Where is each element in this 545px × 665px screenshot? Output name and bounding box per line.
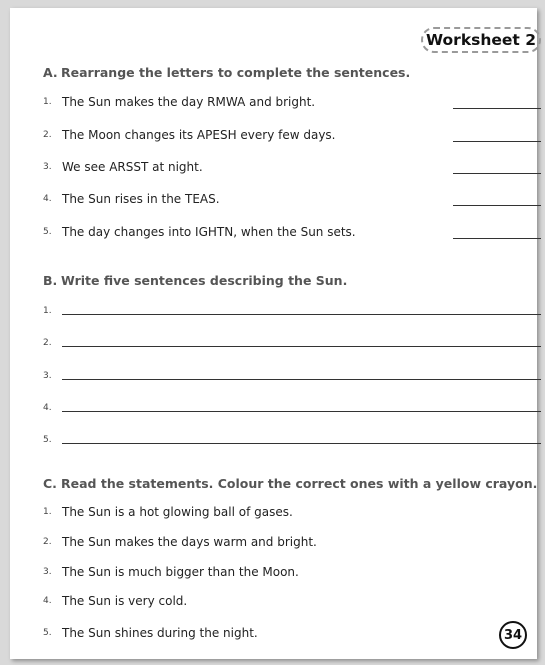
writing-line[interactable] — [62, 443, 541, 444]
section-b-item — [10, 433, 537, 449]
answer-blank[interactable] — [453, 173, 541, 174]
item-number: 1. — [43, 507, 52, 517]
section-c-item[interactable] — [10, 535, 537, 551]
item-number: 3. — [43, 567, 52, 577]
answer-blank[interactable] — [453, 238, 541, 239]
worksheet-page — [10, 8, 537, 659]
section-a-letter: A. — [43, 65, 58, 80]
section-a-title: Rearrange the letters to complete the sentences. — [61, 65, 411, 80]
section-b-heading — [43, 273, 347, 288]
writing-line[interactable] — [62, 379, 541, 380]
statement-text: The Sun is a hot glowing ball of gases. — [62, 505, 293, 519]
item-text: The day changes into IGHTN, when the Sun sets. — [62, 225, 356, 239]
section-c-item[interactable] — [10, 626, 537, 642]
section-b-title: Write five sentences describing the Sun. — [61, 273, 348, 288]
item-number: 2. — [43, 537, 52, 547]
section-c-letter: C. — [43, 476, 57, 491]
answer-blank[interactable] — [453, 141, 541, 142]
section-b-item — [10, 401, 537, 417]
item-text: The Moon changes its APESH every few days. — [62, 128, 336, 142]
section-b-item — [10, 304, 537, 320]
item-number: 5. — [43, 435, 52, 445]
writing-line[interactable] — [62, 411, 541, 412]
page-number-badge — [499, 621, 527, 649]
item-number: 4. — [43, 194, 52, 204]
item-text: We see ARSST at night. — [62, 160, 203, 174]
item-text: The Sun rises in the TEAS. — [62, 192, 220, 206]
section-b-item — [10, 336, 537, 352]
statement-text: The Sun makes the days warm and bright. — [62, 535, 317, 549]
writing-line[interactable] — [62, 346, 541, 347]
section-a-item — [10, 225, 537, 241]
section-a-item — [10, 192, 537, 208]
section-b-letter: B. — [43, 273, 58, 288]
section-a-heading — [43, 65, 410, 80]
item-number: 5. — [43, 227, 52, 237]
statement-text: The Sun is much bigger than the Moon. — [62, 565, 299, 579]
item-number: 1. — [43, 306, 52, 316]
item-number: 4. — [43, 403, 52, 413]
answer-blank[interactable] — [453, 205, 541, 206]
item-text: The Sun makes the day RMWA and bright. — [62, 95, 316, 109]
item-number: 3. — [43, 162, 52, 172]
writing-line[interactable] — [62, 314, 541, 315]
section-c-item[interactable] — [10, 505, 537, 521]
section-a-item — [10, 95, 537, 111]
item-number: 2. — [43, 338, 52, 348]
item-number: 4. — [43, 596, 52, 606]
section-c-heading — [43, 476, 537, 491]
page-number: 34 — [503, 627, 523, 643]
worksheet-label: Worksheet 2 — [425, 31, 537, 49]
section-a-item — [10, 160, 537, 176]
section-b-item — [10, 369, 537, 385]
item-number: 2. — [43, 130, 52, 140]
item-number: 5. — [43, 628, 52, 638]
statement-text: The Sun is very cold. — [62, 594, 188, 608]
section-c-item[interactable] — [10, 594, 537, 610]
section-c-title: Read the statements. Colour the correct ones with a yellow crayon. — [61, 476, 538, 491]
section-c-item[interactable] — [10, 565, 537, 581]
worksheet-badge — [421, 27, 541, 53]
item-number: 3. — [43, 371, 52, 381]
section-a-item — [10, 128, 537, 144]
answer-blank[interactable] — [453, 108, 541, 109]
statement-text: The Sun shines during the night. — [62, 626, 258, 640]
item-number: 1. — [43, 97, 52, 107]
